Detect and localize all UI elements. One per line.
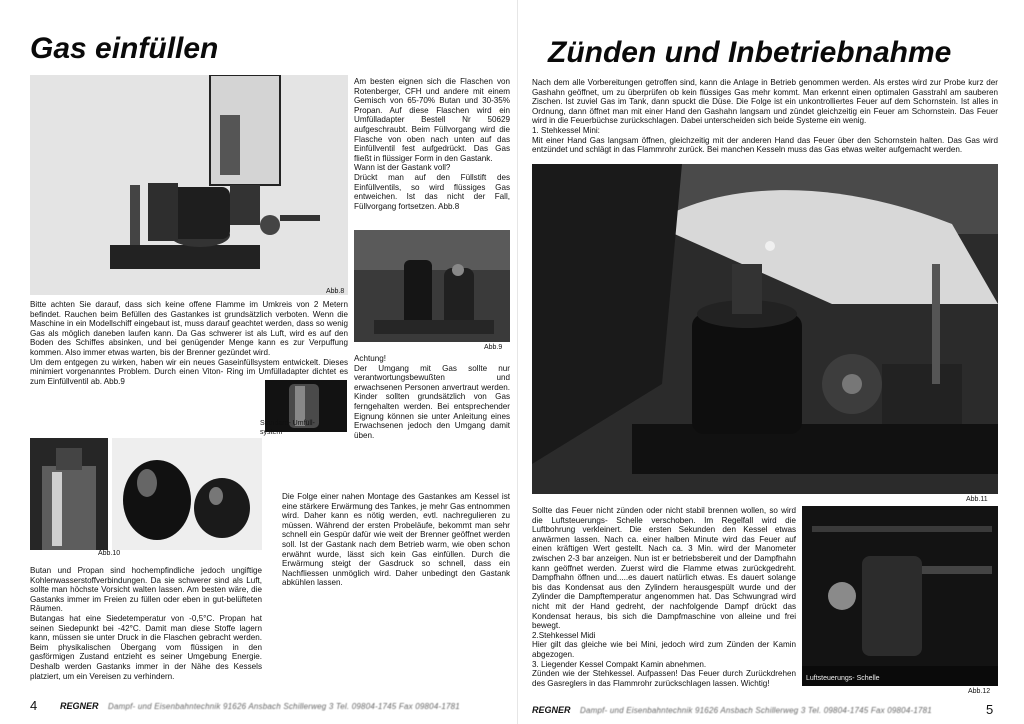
photo-adapter-caps (112, 438, 262, 550)
page-heading-gas-einfuellen: Gas einfüllen (30, 32, 219, 65)
label-abb12: Abb.12 (968, 688, 991, 695)
photo-ignition-abb11 (532, 164, 998, 494)
footer-address-left: Dampf- und Eisenbahntechnik 91626 Ansbach Schillerweg 3 Tel. 09804-1745 Fax 09804-1781 (108, 702, 460, 711)
photo-gas-bottle-abb10 (30, 438, 108, 550)
footer-brand-left: REGNER (60, 701, 99, 711)
label-abb10: Abb.10 (98, 550, 121, 557)
page-number-left: 4 (30, 698, 38, 713)
text-folge-montage: Die Folge einer nahen Montage des Gastankes am Kessel ist eine stärkere Erwärmung des Tankes, je mehr Gas entnommen wird. Daher kann es nötig werden, evtl. nachregulieren zu müssen. Während der ersten Probeläufe, bekommt man sehr schnell ein Gespür dafür wie weit der Brenner geöffnet werden soll. Ist der Gastank nach dem Betrieb warm, wie oben schon erwähnt wurde, lässt sich kein Gas einfüllen. Durch die Erwärmung steigt der Gasdruck so schnell, dass ein Nachfliessen unmöglich wird. Daher unbedingt den Gastank abkühlen lassen. (282, 492, 510, 588)
text-offene-flamme: Bitte achten Sie darauf, dass sich keine offene Flamme im Umkreis von 2 Metern befindet. Rauchen beim Befüllen des Gastankes ist grundsätzlich verboten. Wenn die Maschine in ein Modellschiff eingebaut ist, muss darauf geachtet werden, dass so wenig Gas als möglich daneben laufen kann. Da Gas schwerer ist als Luft, wird es auf den Boden des Schiffes absinken, und bei genügender Menge kann es zur Verpuffung kommen. Also immer etwas warten, bis der Brenner gezündet wird. Um dem entgegen zu wirken, haben wir ein neues Gaseinfüllsystem entwickelt. Dieses minimiert vorgenanntes Problem. Durch einen Viton- Ring im Umfülladapter dichtet es zum Einfüllventil ab. Abb.9 (30, 300, 348, 386)
photo-refill-system-abb9 (354, 230, 510, 342)
page-fold (517, 0, 518, 724)
caption-luftsteuerungs-schelle: Luftsteuerungs- Schelle (806, 675, 880, 682)
text-zuenden-intro: Nach dem alle Vorbereitungen getroffen sind, kann die Anlage in Betrieb genommen werden. Als erstes wird zur Probe kurz der Gashahn geöffnet, um zu überprüfen ob kein flüssiges Gas mehr kommt. Man erkennt einen optimalen Gasstrahl am sauberen Zischen. Ist zuviel Gas im Tank, dann spuckt die Düse. Die Folge ist ein unkontrolliertes Feuer auf dem Schornstein. Ist alles in Ordnung, dann öffnet man mit einer Hand den Gashahn langsam und zündet gleichzeitig ein Feuer am Schornstein. Das Feuer wird in die Feuerbüchse zurückschlagen. Dabei unterscheiden sich beide Systeme ein wenig. 1. Stehkessel Mini: Mit einer Hand Gas langsam öffnen, gleichzeitig mit der anderen Hand das Feuer über den Schornstein halten. Das Gas wird entzündet und schlägt in das Flammrohr zurück. Bei manchen Kesseln muss das Gas etwas weiter aufgemacht werden. (532, 78, 998, 155)
page-heading-zuenden: Zünden und Inbetriebnahme (548, 36, 952, 69)
footer-brand-right: REGNER (532, 705, 571, 715)
label-abb8: Abb.8 (326, 288, 345, 295)
photo-luftsteuerung-abb12 (802, 506, 998, 686)
label-abb11: Abb.11 (966, 496, 988, 503)
label-abb9: Abb.9 (484, 344, 503, 351)
page-number-right: 5 (986, 702, 994, 717)
caption-standard-umfuellsystem: Standard- Umfüll- system (260, 420, 315, 436)
text-gasflaschen: Am besten eignen sich die Flaschen von Rotenberger, CFH und andere mit einem Gemisch von 65-70% Butan und 30-35% Propan. Auf diese Flaschen wird ein Umfülladapter Bestell Nr 50629 aufgeschraubt. Beim Füllvorgang wird die Flasche von oben nach unten auf das Einfüllventil fest aufgedrückt. Das Gas fließt in flüssiger Form in den Gastank. Wann ist der Gastank voll? Drückt man auf den Füllstift des Einfüllventils, so wird flüssiges Gas entweichen. Ist das nicht der Fall, Füllvorgang fortsetzen. Abb.8 (354, 77, 510, 211)
photo-gas-filling-abb8 (30, 75, 348, 295)
text-feuer-zuenden: Sollte das Feuer nicht zünden oder nicht stabil brennen wollen, so wird die Luftsteuerungs- Schelle verschoben. Im Regelfall wird die Luftbohrung verkleinert. Die ersten Sekunden den Kessel etwas anwärmen lassen. Nach ca. einer halben Minute wird das Feuer auf einen kräftigen Wert gestellt. Nach ca. 3 Min. wird der Manometer zwischen 2-3 bar anzeigen. Nun ist er betriebsbereit und der Dampfhahn kann geöffnet werden. Zuerst wird die Flamme etwas zurückgedreht. Dampfhahn öffnen und.....es dauert natürlich etwas. Es dauert solange bis das Kondensat aus den Zylindern herausgespült wurde und der Zylinder die Dampftemperatur angenommen hat. Das Schwungrad wird nicht mit der Hand gedreht, der nachfolgende Dampf drückt das Kondensat heraus, bis sich die Dampfmaschine von alleine und frei bewegt. 2.Stehkessel Midi Hier gilt das gleiche wie bei Mini, jedoch wird zum Zünden der Kamin abgezogen. 3. Liegender Kessel Compakt Kamin abnehmen. Zünden wie der Stehkessel. Aufpassen! Das Feuer durch Zurückdrehen des Gasreglers in das Flammrohr zurückschlagen lassen. Wichtig! (532, 506, 796, 688)
text-butan-propan: Butan und Propan sind hochempfindliche jedoch ungiftige Kohlenwasserstoffverbindungen. Da sie schwerer sind als Luft, sollte man höchste Vorsicht walten lassen. Am besten wäre, die Gastanks immer im Freien zu füllen oder eben in gut-belüfteten Räumen. Butangas hat eine Siedetemperatur von -0,5°C. Propan hat seinen Siedepunkt bei -42°C. Damit man diese Stoffe lagern kann, müssen sie unter Druck in die Flaschen gebracht werden. Beim physikalischen Übergang vom flüssigen in den gasförmigen Zustand entzieht es seiner Umgebung Energie. Deshalb werden Gastanks immer in der Nähe des Kessels platziert, um ein Vereisen zu verhindern. (30, 566, 262, 681)
footer-address-right: Dampf- und Eisenbahntechnik 91626 Ansbach Schillerweg 3 Tel. 09804-1745 Fax 09804-1781 (580, 706, 932, 715)
text-achtung: Achtung! Der Umgang mit Gas sollte nur verantwortungsbewußten und erwachsenen Personen anvertraut werden. Kinder sollten grundsätzlich von Gas ferngehalten werden. Bei entsprechender Eignung können sie unter Anleitung eines Erwachsenen jedoch den Umgang damit üben. (354, 354, 510, 440)
